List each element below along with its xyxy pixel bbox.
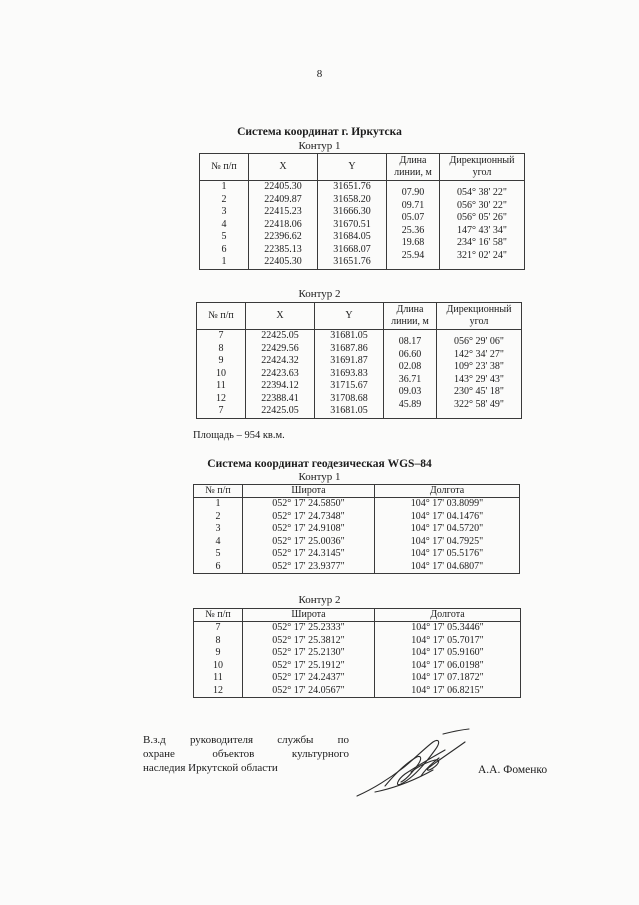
length-value: 02.08 [398,361,422,373]
x-value: 22425.05 [261,405,299,416]
point-number: 7 [218,330,224,341]
longitude-value: 104° 17' 04.6807" [410,560,484,572]
irkutsk-contour2-table [196,302,522,419]
length-value: 25.94 [401,249,425,261]
longitude-value: 104° 17' 06.0198" [411,659,484,671]
angle-value: 143° 29' 43" [454,373,504,385]
angle-value: 056° 05' 26" [457,212,507,224]
point-number: 5 [215,548,221,559]
point-number: 12 [216,392,226,404]
point-number: 10 [216,367,226,379]
point-number: 9 [218,355,224,366]
y-value: 31651.76 [333,256,371,267]
signatory-line: наследия Иркутской области [143,762,278,774]
page-number: 8 [316,68,323,80]
x-value: 22394.12 [261,380,299,391]
longitude-value: 104° 17' 04.7925" [410,535,484,547]
y-value: 31708.68 [330,392,368,404]
latitude-value: 052° 17' 25.0036" [272,535,345,547]
point-number-column [200,181,249,270]
latitude-value: 052° 17' 23.9377" [272,560,345,572]
length-value: 08.17 [398,336,422,348]
latitude-value: 052° 17' 24.9108" [272,523,345,534]
longitude-value: 104° 17' 04.5720" [410,523,484,534]
longitude-value: 104° 17' 07.1872" [411,672,484,683]
point-number: 8 [218,342,224,354]
signatory-line: В.з.д руководителя службы по [143,734,349,746]
x-value: 22396.62 [264,231,302,242]
point-number: 1 [221,256,227,267]
x-value: 22418.06 [264,218,302,230]
y-value: 31670.51 [333,218,371,230]
length-column [387,181,440,270]
angle-value: 109° 23' 38" [454,361,504,373]
point-number-column [197,330,246,419]
irkutsk-contour2-label: Контур 2 [298,288,341,300]
point-number: 8 [215,634,221,646]
x-value: 22424.32 [261,355,299,366]
point-number: 3 [221,206,227,217]
header-longitude: Долгота [375,609,521,622]
irkutsk-contour1-label: Контур 1 [298,140,341,152]
longitude-value: 104° 17' 05.3446" [411,622,484,633]
latitude-value: 052° 17' 24.5850" [272,498,345,509]
point-number: 11 [213,672,223,683]
longitude-value: 104° 17' 04.1476" [410,510,484,522]
x-value: 22423.63 [261,367,299,379]
length-value: 05.07 [401,212,425,224]
point-number: 2 [221,193,227,205]
signatory-position [143,733,349,775]
latitude-value: 052° 17' 25.2333" [272,622,345,633]
header-y: Y [318,154,387,181]
x-value: 22405.30 [264,181,302,192]
wgs-contour1-label: Контур 1 [298,471,341,483]
point-number: 4 [215,535,221,547]
length-value: 36.71 [398,373,422,385]
x-value: 22429.56 [261,342,299,354]
wgs-contour2-table [193,608,521,698]
x-value: 22385.13 [264,243,302,255]
wgs-contour2-label: Контур 2 [298,594,341,606]
length-value: 07.90 [401,187,425,199]
y-column [315,330,384,419]
angle-column [440,181,525,270]
longitude-column [375,622,521,698]
x-value: 22409.87 [264,193,302,205]
length-value: 09.71 [401,199,425,211]
wgs-system-title: Система координат геодезическая WGS–84 [207,458,432,470]
y-column [318,181,387,270]
point-number: 11 [216,380,226,391]
point-number: 7 [215,622,221,633]
y-value: 31715.67 [330,380,368,391]
latitude-value: 052° 17' 25.3812" [272,634,345,646]
irkutsk-contour1-table [199,153,525,270]
area-text: Площадь – 954 кв.м. [193,430,285,441]
point-number: 2 [215,510,221,522]
point-number: 3 [215,523,221,534]
header-length: Длина линии, м [387,154,440,181]
y-value: 31684.05 [333,231,371,242]
length-value: 06.60 [398,348,422,360]
header-x: X [249,154,318,181]
point-number: 10 [213,659,223,671]
y-value: 31681.05 [330,405,368,416]
angle-value: 322° 58' 49" [454,398,504,410]
angle-value: 147° 43' 34" [457,224,507,236]
longitude-value: 104° 17' 03.8099" [410,498,484,509]
length-value: 09.03 [398,386,422,398]
angle-value: 321° 02' 24" [457,249,507,261]
header-angle: Дирекционный угол [440,154,525,181]
header-num: № п/п [194,609,243,622]
angle-value: 056° 30' 22" [457,199,507,211]
irkutsk-system-title: Система координат г. Иркутска [237,126,402,138]
header-angle: Дирекционный угол [437,303,522,330]
header-num: № п/п [200,154,249,181]
latitude-column [243,498,375,574]
angle-value: 230° 45' 18" [454,386,504,398]
y-value: 31687.86 [330,342,368,354]
point-number: 9 [215,647,221,658]
x-value: 22388.41 [261,392,299,404]
point-number: 1 [215,498,221,509]
length-column [384,330,437,419]
longitude-value: 104° 17' 06.8215" [411,684,484,696]
x-column [249,181,318,270]
length-value: 25.36 [401,224,425,236]
angle-value: 056° 29' 06" [454,336,504,348]
latitude-value: 052° 17' 25.1912" [272,659,345,671]
point-number: 1 [221,181,227,192]
wgs-contour1-table [193,484,520,574]
latitude-value: 052° 17' 24.3145" [272,548,345,559]
y-value: 31668.07 [333,243,371,255]
length-value: 45.89 [398,398,422,410]
longitude-value: 104° 17' 05.5176" [410,548,484,559]
latitude-column [243,622,375,698]
x-value: 22405.30 [264,256,302,267]
y-value: 31658.20 [333,193,371,205]
latitude-value: 052° 17' 25.2130" [272,647,345,658]
longitude-value: 104° 17' 05.7017" [411,634,484,646]
x-value: 22415.23 [264,206,302,217]
y-value: 31693.83 [330,367,368,379]
latitude-value: 052° 17' 24.7348" [272,510,345,522]
point-number: 7 [218,405,224,416]
header-x: X [246,303,315,330]
length-value: 19.68 [401,237,425,249]
y-value: 31651.76 [333,181,371,192]
y-value: 31666.30 [333,206,371,217]
y-value: 31691.87 [330,355,368,366]
angle-value: 142° 34' 27" [454,348,504,360]
angle-value: 234° 16' 58" [457,237,507,249]
header-num: № п/п [194,485,243,498]
header-length: Длина линии, м [384,303,437,330]
signatory-line: охране объектов культурного [143,748,349,760]
header-num: № п/п [197,303,246,330]
y-value: 31681.05 [330,330,368,341]
point-number: 5 [221,231,227,242]
point-number: 4 [221,218,227,230]
longitude-column [375,498,520,574]
point-number-column [194,498,243,574]
point-number: 6 [215,560,221,572]
latitude-value: 052° 17' 24.0567" [272,684,345,696]
signatory-name: А.А. Фоменко [478,764,548,776]
point-number: 6 [221,243,227,255]
point-number: 12 [213,684,223,696]
point-number-column [194,622,243,698]
x-value: 22425.05 [261,330,299,341]
latitude-value: 052° 17' 24.2437" [272,672,345,683]
header-longitude: Долгота [375,485,520,498]
angle-column [437,330,522,419]
header-latitude: Широта [243,485,375,498]
header-y: Y [315,303,384,330]
handwritten-signature [355,728,475,800]
longitude-value: 104° 17' 05.9160" [411,647,484,658]
angle-value: 054° 38' 22" [457,187,507,199]
x-column [246,330,315,419]
header-latitude: Широта [243,609,375,622]
